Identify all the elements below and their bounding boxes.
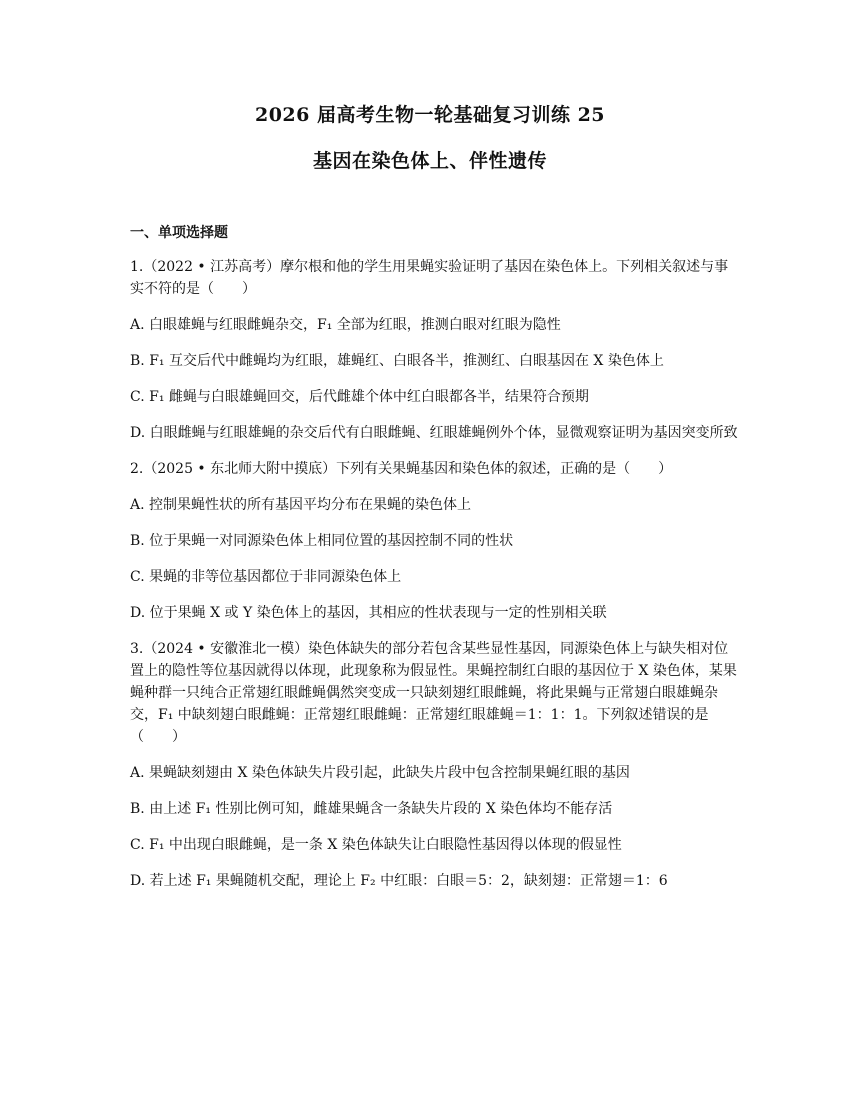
question-3 bbox=[130, 638, 740, 892]
option-c: C. F₁ 中出现白眼雌蝇，是一条 X 染色体缺失让白眼隐性基因得以体现的假显性 bbox=[130, 837, 622, 853]
question-stem: 2.（2025 • 东北师大附中摸底）下列有关果蝇基因和染色体的叙述，正确的是（ ） bbox=[130, 461, 673, 477]
option-c: C. F₁ 雌蝇与白眼雄蝇回交，后代雌雄个体中红白眼都各半，结果符合预期 bbox=[130, 389, 589, 405]
document-subtitle: 基因在染色体上、伴性遗传 bbox=[312, 150, 547, 172]
document-title: 2026 届高考生物一轮基础复习训练 25 bbox=[254, 104, 606, 126]
option-b: B. 由上述 F₁ 性别比例可知，雌雄果蝇含一条缺失片段的 X 染色体均不能存活 bbox=[130, 801, 613, 817]
option-a: A. 果蝇缺刻翅由 X 染色体缺失片段引起，此缺失片段中包含控制果蝇红眼的基因 bbox=[130, 765, 630, 781]
option-d: D. 若上述 F₁ 果蝇随机交配，理论上 F₂ 中红眼：白眼＝5：2，缺刻翅：正常翅＝1：6 bbox=[130, 873, 668, 889]
question-1 bbox=[130, 256, 740, 444]
question-stem: 3.（2024 • 安徽淮北一模）染色体缺失的部分若包含某些显性基因，同源染色体上与缺失相对位置上的隐性等位基因就得以体现，此现象称为假显性。果蝇控制红白眼的基因位于 X 染色体，某果蝇种群一只纯合正常翅红眼雌蝇偶然突变成一只缺刻翅红眼雌蝇，将此果蝇与正常翅白眼雄蝇杂交，F₁ 中缺刻翅白眼雌蝇：正常翅红眼雌蝇：正常翅红眼雄蝇＝1：1：1。下列叙述错误的是（ ） bbox=[130, 641, 737, 745]
section-heading: 一、单项选择题 bbox=[130, 225, 228, 241]
option-a: A. 控制果蝇性状的所有基因平均分布在果蝇的染色体上 bbox=[130, 497, 472, 513]
option-d: D. 白眼雌蝇与红眼雄蝇的杂交后代有白眼雌蝇、红眼雄蝇例外个体，显微观察证明为基因突变所致 bbox=[130, 425, 738, 441]
option-b: B. 位于果蝇一对同源染色体上相同位置的基因控制不同的性状 bbox=[130, 533, 514, 549]
option-b: B. F₁ 互交后代中雌蝇均为红眼，雄蝇红、白眼各半，推测红、白眼基因在 X 染色体上 bbox=[130, 353, 664, 369]
option-c: C. 果蝇的非等位基因都位于非同源染色体上 bbox=[130, 569, 402, 585]
question-2 bbox=[130, 458, 740, 624]
option-a: A. 白眼雄蝇与红眼雌蝇杂交，F₁ 全部为红眼，推测白眼对红眼为隐性 bbox=[130, 317, 561, 333]
option-d: D. 位于果蝇 X 或 Y 染色体上的基因，其相应的性状表现与一定的性别相关联 bbox=[130, 605, 607, 621]
question-list bbox=[130, 256, 740, 906]
question-stem: 1.（2022 • 江苏高考）摩尔根和他的学生用果蝇实验证明了基因在染色体上。下列相关叙述与事实不符的是（ ） bbox=[130, 259, 729, 297]
